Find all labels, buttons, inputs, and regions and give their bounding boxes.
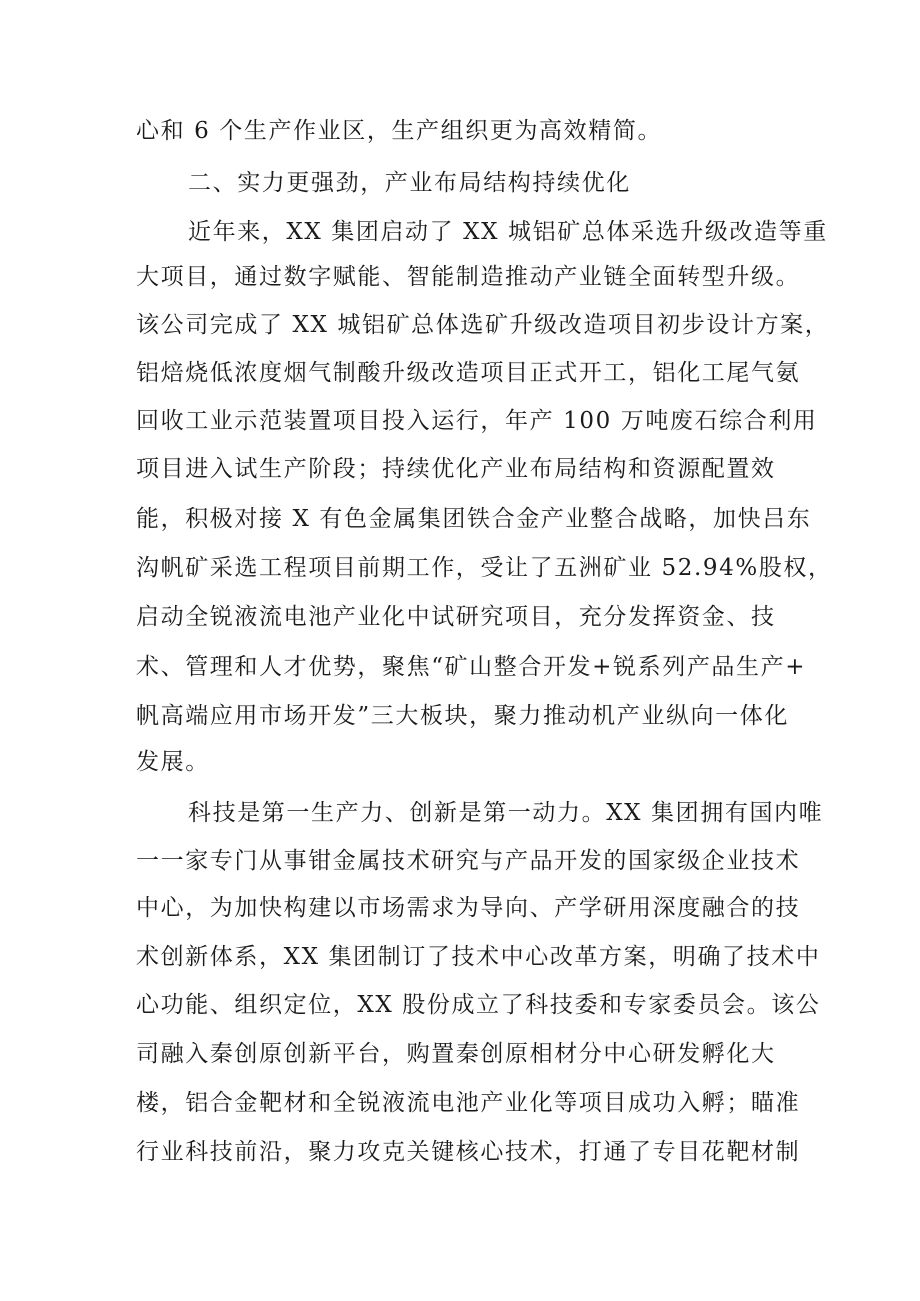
text-line: 回收工业示范装置项目投入运行，年产 100 万吨废石综合利用 bbox=[136, 408, 818, 434]
section-heading: 二、实力更强劲，产业布局结构持续优化 bbox=[188, 170, 631, 196]
text-line: 中心，为加快构建以市场需求为导向、产学研用深度融合的技 bbox=[136, 895, 801, 921]
text-line: 行业科技前沿，聚力攻克关键核心技术，打通了专目花靶材制 bbox=[136, 1139, 801, 1165]
text-line: 能，积极对接 X 有色金属集团铁合金产业整合战略，加快吕东 bbox=[136, 506, 812, 532]
text-line: 楼，铝合金靶材和全锐液流电池产业化等项目成功入孵；瞄准 bbox=[136, 1090, 801, 1116]
text-line: 术、管理和人才优势，聚焦“矿山整合开发+锐系列产品生产+ bbox=[136, 654, 807, 680]
text-line: 科技是第一生产力、创新是第一动力。XX 集团拥有国内唯 bbox=[188, 800, 824, 826]
text-line: 铝焙烧低浓度烟气制酸升级改造项目正式开工，铝化工尾气氨 bbox=[136, 360, 801, 386]
text-line: 心功能、组织定位，XX 股份成立了科技委和专家委员会。该公 bbox=[136, 992, 821, 1018]
text-line: 司融入秦创原创新平台，购置秦创原相材分中心研发孵化大 bbox=[136, 1041, 776, 1067]
text-line: 术创新体系，XX 集团制订了技术中心改革方案，明确了技术中 bbox=[136, 944, 821, 970]
text-line: 大项目，通过数字赋能、智能制造推动产业链全面转型升级。 bbox=[136, 264, 801, 290]
text-line: 沟帆矿采选工程项目前期工作，受让了五洲矿业 52.94%股权， bbox=[136, 555, 833, 581]
text-line: 近年来，XX 集团启动了 XX 城铝矿总体采选升级改造等重 bbox=[188, 219, 828, 245]
text-line: 项目进入试生产阶段；持续优化产业布局结构和资源配置效 bbox=[136, 456, 776, 482]
text-line: 启动全锐液流电池产业化中试研究项目，充分发挥资金、技 bbox=[136, 604, 776, 630]
text-line: 一一家专门从事钳金属技术研究与产品开发的国家级企业技术 bbox=[136, 848, 801, 874]
text-line: 帆高端应用市场开发”三大板块，聚力推动机产业纵向一体化 bbox=[136, 703, 789, 729]
text-line: 心和 6 个生产作业区，生产组织更为高效精简。 bbox=[136, 118, 663, 144]
text-line: 该公司完成了 XX 城铝矿总体选矿升级改造项目初步设计方案， bbox=[136, 312, 830, 338]
text-line: 发展。 bbox=[136, 749, 210, 775]
